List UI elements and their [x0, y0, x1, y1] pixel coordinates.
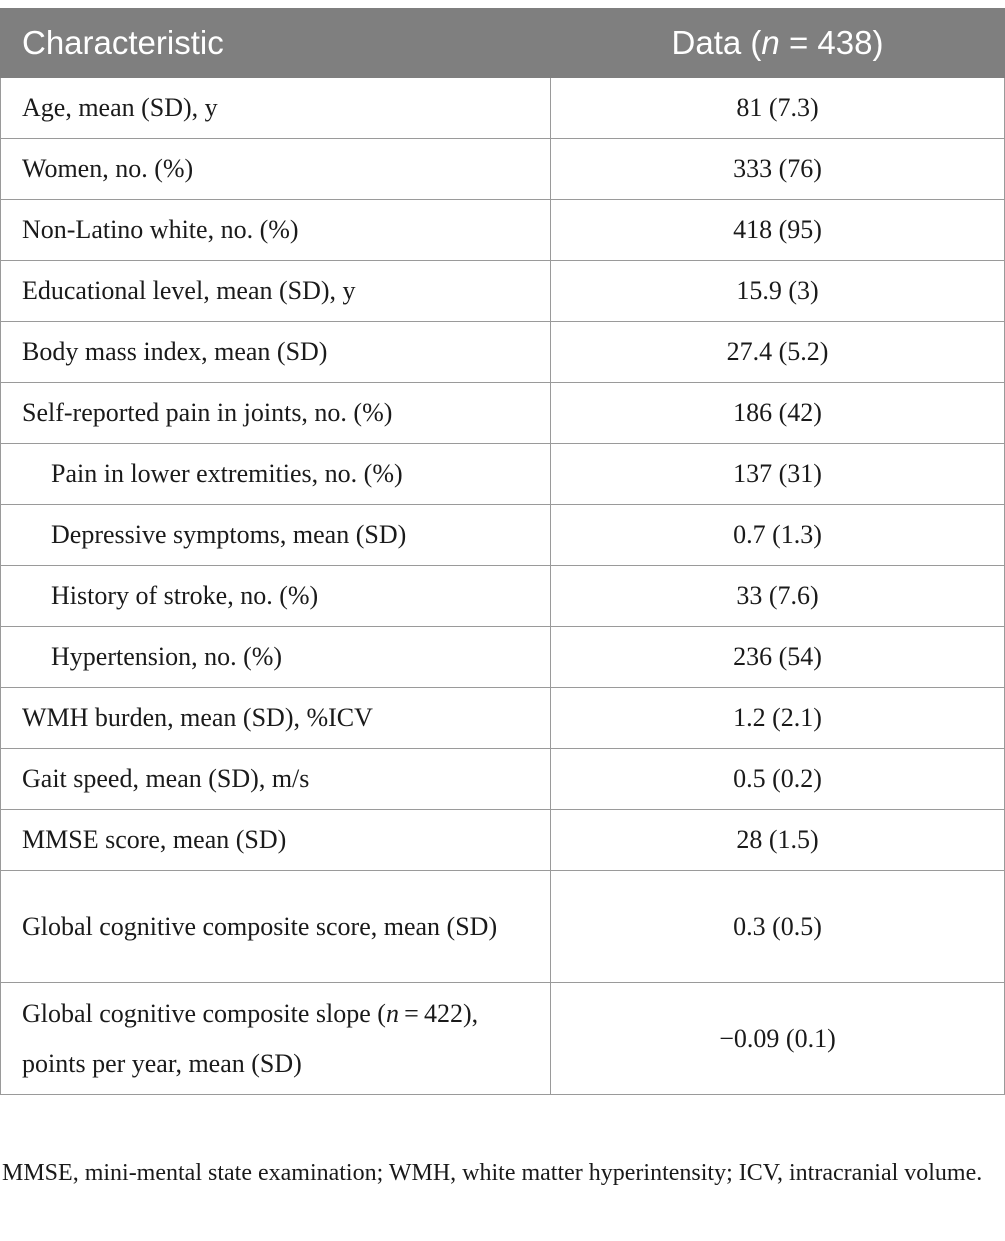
row-label-age: Age, mean (SD), y [1, 78, 551, 139]
table-row [1, 444, 1005, 505]
table-row [1, 78, 1005, 139]
header-data [551, 9, 1005, 78]
row-value-non-latino-white: 418 (95) [551, 200, 1005, 261]
row-label-joint-pain: Self-reported pain in joints, no. (%) [1, 383, 551, 444]
table-row [1, 627, 1005, 688]
row-value-wmh-burden: 1.2 (2.1) [551, 688, 1005, 749]
header-row [1, 9, 1005, 78]
row-value-joint-pain: 186 (42) [551, 383, 1005, 444]
row-label-mmse: MMSE score, mean (SD) [1, 810, 551, 871]
row-label-women: Women, no. (%) [1, 139, 551, 200]
cognitive-slope-label-n: n [385, 998, 399, 1028]
table-row [1, 871, 1005, 983]
header-data-suffix: = 438) [779, 24, 884, 61]
row-label-wmh-burden: WMH burden, mean (SD), %ICV [1, 688, 551, 749]
table-row [1, 322, 1005, 383]
row-value-gait-speed: 0.5 (0.2) [551, 749, 1005, 810]
header-characteristic: Characteristic [1, 9, 551, 78]
table-row [1, 749, 1005, 810]
row-label-cognitive-slope [1, 983, 551, 1095]
table-row [1, 810, 1005, 871]
row-label-stroke-history: History of stroke, no. (%) [1, 566, 551, 627]
row-value-hypertension: 236 (54) [551, 627, 1005, 688]
row-value-women: 333 (76) [551, 139, 1005, 200]
row-value-age: 81 (7.3) [551, 78, 1005, 139]
row-value-mmse: 28 (1.5) [551, 810, 1005, 871]
header-data-prefix: Data ( [671, 24, 762, 61]
row-value-cognitive-slope: −0.09 (0.1) [551, 983, 1005, 1095]
row-value-cognitive-score: 0.3 (0.5) [551, 871, 1005, 983]
row-value-education: 15.9 (3) [551, 261, 1005, 322]
row-value-depressive-symptoms: 0.7 (1.3) [551, 505, 1005, 566]
row-label-depressive-symptoms: Depressive symptoms, mean (SD) [1, 505, 551, 566]
table-body [1, 78, 1005, 1095]
characteristics-table [0, 8, 1005, 1095]
table-header [1, 9, 1005, 78]
row-label-bmi: Body mass index, mean (SD) [1, 322, 551, 383]
table-row [1, 566, 1005, 627]
cognitive-slope-label-suffix: = 422), points per year, mean (SD) [22, 998, 479, 1078]
row-value-lower-extremity-pain: 137 (31) [551, 444, 1005, 505]
cognitive-slope-label-prefix: Global cognitive composite slope ( [22, 998, 386, 1028]
table-footnote: MMSE, mini-mental state examination; WMH, white matter hyperintensity; ICV, intracranial volume. [2, 1160, 983, 1186]
table-row [1, 688, 1005, 749]
table-row [1, 383, 1005, 444]
row-value-stroke-history: 33 (7.6) [551, 566, 1005, 627]
row-label-hypertension: Hypertension, no. (%) [1, 627, 551, 688]
row-value-bmi: 27.4 (5.2) [551, 322, 1005, 383]
row-label-non-latino-white: Non-Latino white, no. (%) [1, 200, 551, 261]
table-row [1, 505, 1005, 566]
row-label-lower-extremity-pain: Pain in lower extremities, no. (%) [1, 444, 551, 505]
row-label-cognitive-score: Global cognitive composite score, mean (SD) [1, 871, 551, 983]
table-row [1, 983, 1005, 1095]
row-label-education: Educational level, mean (SD), y [1, 261, 551, 322]
characteristics-table-container [0, 8, 1004, 1095]
table-row [1, 200, 1005, 261]
table-row [1, 261, 1005, 322]
header-data-n: n [761, 24, 780, 61]
table-row [1, 139, 1005, 200]
row-label-gait-speed: Gait speed, mean (SD), m/s [1, 749, 551, 810]
